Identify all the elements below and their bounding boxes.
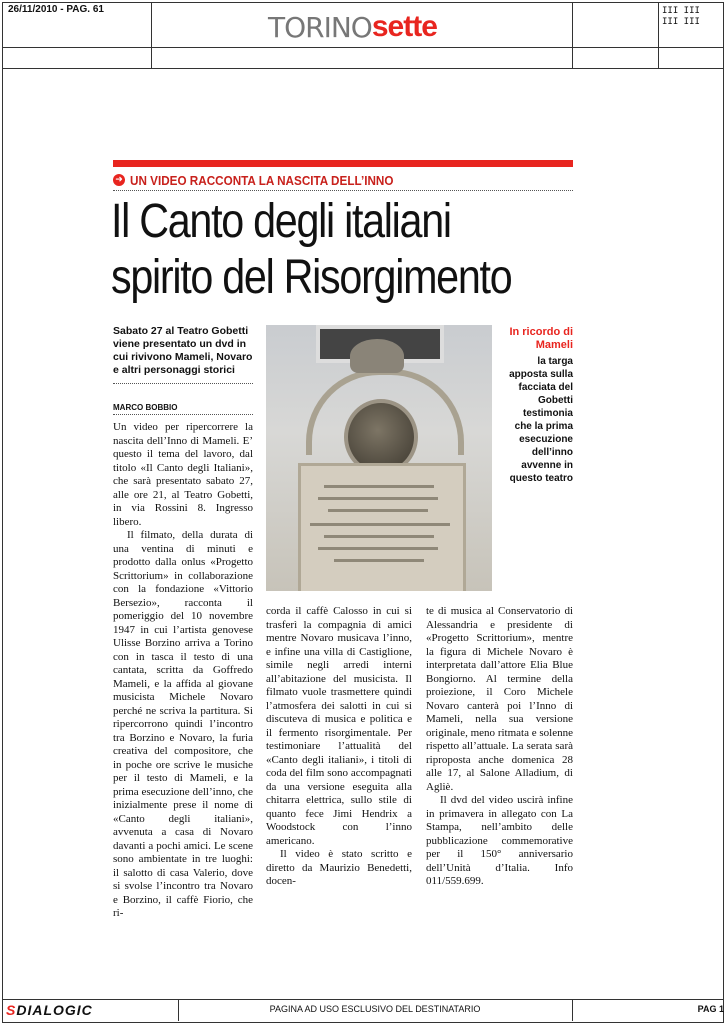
plaque-line [324,485,434,488]
footer-notice: PAGINA AD USO ESCLUSIVO DEL DESTINATARIO [269,1004,481,1014]
paragraph: corda il caffè Calosso in cui si trasferì la compagnia di amici mentre Novaro musicava l’inno, e infine una villa di Castiglione, simile negli arredi interni all’abitazione del musicista. Il filmato vuole trasmettere quindi l’atmosfera dei salotti in cui si discuteva di musica e politica e il fermento risorgimentale. Per testimoniare l’attualità del «Canto degli italiani», i titoli di coda del film sono accompagnati da una versione eseguita alla chitarra elettrica, sullo stile di quanto fece Jimi Hendrix a Woodstock con l’inno americano. [266,605,412,847]
caption-title: In ricordo di Mameli [509,326,573,351]
logo-part1: TORINO [268,11,372,44]
article-column-1 [113,421,253,921]
header-divider-1 [151,2,152,68]
page-number: PAG 1 [697,1004,724,1014]
plaque-line [328,509,428,512]
headline-line-1: Il Canto degli italiani [111,195,451,248]
paragraph: Un video per ripercorrere la nascita dell’Inno di Mameli. E’ questo il tema del lavoro, dal titolo «Il Canto degli Italiani», che sarà presentato sabato 27, alle ore 21, al Teatro Gobetti, in via Rossini 8. Ingresso libero. [113,421,253,528]
header-divider-2 [572,2,573,68]
kicker-text: UN VIDEO RACCONTA LA NASCITA DELL’INNO [130,172,394,188]
caption-body: la targa apposta sulla facciata del Gobetti testimonia che la prima esecuzione dell’inno avvenne in questo teatro [509,356,573,484]
brand-mark: S [6,1002,17,1018]
footer-rule [2,999,723,1000]
article-column-2 [266,605,412,889]
article-summary: Sabato 27 al Teatro Gobetti viene presentato un dvd in cui rivivono Mameli, Novaro e altri personaggi storici [113,325,253,384]
dialogic-logo [6,1002,93,1018]
paragraph: Il video è stato scritto e diretto da Maurizio Benedetti, docen- [266,848,412,887]
article-column-3 [426,605,573,889]
brand-name: DIALOGIC [16,1002,93,1018]
plaque-line [318,547,438,550]
plaque-line [324,535,434,538]
plaque-line [310,523,450,526]
header-divider-3 [658,2,659,68]
paragraph: Il filmato, della durata di una ventina di minuti e prodotto dalla onlus «Progetto Scrittorium» in collaborazione con la fondazione «Vittorio Bersezio», racconta il pomeriggio del 10 novembre 1947 in cui l’artista genovese Ulisse Borzino arriva a Torino con in tasca il testo di una cantata, scritta da Goffredo Mameli, e la affida al giovane musicista Michele Novaro perché ne scriva la partitura. Si ripercorrono quindi l’incontro tra Borzino e Novaro, la furia creativa del compositore, che in poche ore scrive le musiche per il testo di Mameli, e la prima esecuzione dell’inno, che inizialmente prese il nome di «Canto degli italiani», avvenuta a casa di Novaro davanti a pochi amici. Le scene sono ambientate in tre luoghi: il salotto di casa Valerio, dove si svolse l’incontro tra Novaro e Borzino, il caffè Fiorio, che ri- [113,529,253,919]
header-rule-1 [2,47,723,48]
headline-line-2: spirito del Risorgimento [111,251,512,304]
paragraph: te di musica al Conservatorio di Alessandria e presidente di «Progetto Scrittorium», mentre la figura di Michele Novaro è interpretata dall’attore Elia Blue Bongiorno. Al termine della proiezione, il Coro Michele Novaro canterà poi l’Inno di Mameli, nella sua versione originale, meno ritmata e solenne rispetto all’attuale. La serata sarà riproposta anche domenica 28 alle 17, al Salone Alladium, di Agliè. [426,605,573,793]
kicker [113,170,573,191]
header-rule-2 [2,68,723,69]
author-byline: MARCO BOBBIO [113,403,253,415]
headline [111,194,515,306]
plaque-line [334,559,424,562]
plaque-photo [266,325,492,591]
masthead-logo [268,4,437,44]
plaque-line [318,497,438,500]
section-red-bar [113,160,573,167]
barcode-mark: III III III III [662,6,700,27]
paragraph: Il dvd del video uscirà infine in primavera in allegato con La Stampa, nell’ambito delle pubblicazione commemorative per il 150° anniversario dell’Unità d’Italia. Info 011/559.699. [426,794,573,887]
photo-caption [505,326,573,485]
logo-part2: sette [371,10,437,43]
date-page-label: 26/11/2010 - PAG. 61 [8,4,104,15]
photo-plaque-tablet [298,463,466,591]
photo-crown-ornament [350,339,404,373]
arrow-right-icon: ➜ [113,174,125,186]
